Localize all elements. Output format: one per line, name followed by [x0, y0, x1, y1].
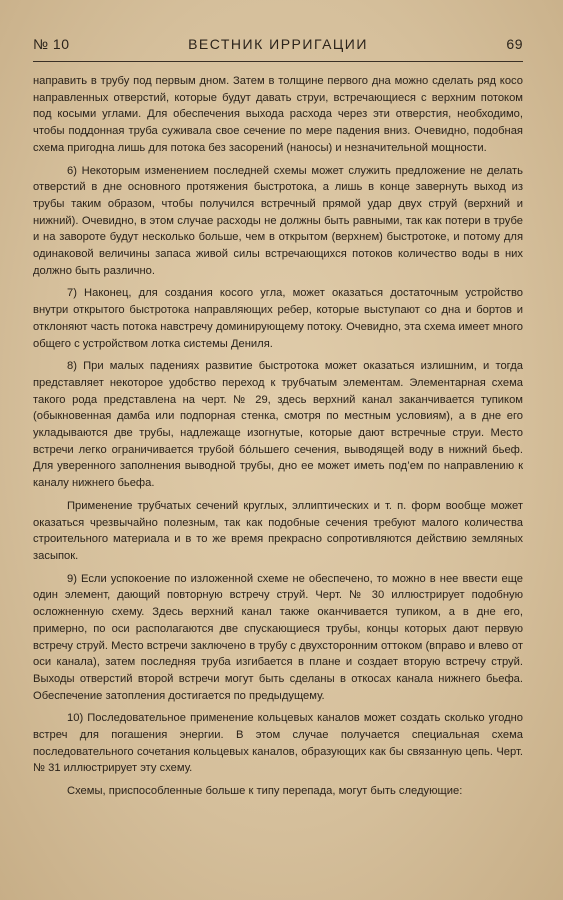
paragraph-item-6: 6) Некоторым изменением последней схемы может служить предложение не делать отверстий в дне основного протяжения быстротока, а лишь в конце завернуть выход из трубы таким образом, чтобы получился встречный прямой удар двух струй (верхний и нижний). Очевидно, в этом случае расходы не должны быть равными, так как потери в трубе и на завороте будут несколько больше, чем в открытом (верхнем) быстротоке, и потому для одинаковой величины запаса живой силы встречающихся потоков количество воды в них должно быть различно. [33, 164, 523, 277]
paragraph-pipe-sections: Применение трубчатых сечений круглых, эллиптических и т. п. форм вообще может оказаться чрезвычайно полезным, так как подобные сечения требуют малого количества строительного материала и в то же время прекрасно сопротивляются действию земляных засыпок. [33, 499, 523, 562]
page-header [33, 36, 523, 60]
paragraph-continuation: направить в трубу под первым дном. Затем в толщине первого дна можно сделать ряд косо направленных отверстий, которые будут давать струи, встречающиеся с верхним потоком под косыми углами. Для обеспечения выхода расхода через эти отверстия, необходимо, чтобы поддонная труба суживала свое сечение по мере падения вниз. Очевидно, подобная схема пригодна лишь для потока без засорений (наносы) и незначительной мощности. [33, 75, 523, 154]
page-number: 69 [506, 36, 523, 52]
issue-number: № 10 [33, 36, 70, 52]
body-text [33, 73, 523, 806]
paragraph-schemes-intro: Схемы, приспособленные больше к типу перепада, могут быть следующие: [67, 785, 463, 798]
paragraph-item-9: 9) Если успокоение по изложенной схеме не обеспечено, то можно в нее ввести еще один элемент, дающий повторную встречу струй. Черт. № 30 иллюстрирует подобную осложненную схему. Здесь верхний канал также оканчивается тупиком, а в дне его, примерно, по оси располагаются две спускающиеся трубы, концы которых дают первую встречу струй. Место встречи заключено в трубу с двухсторонним оттоком (вправо и влево от оси канала), затем последняя труба изгибается в плане и создает вторую встречу струй. Выходы отверстий второй встречи могут быть сделаны в откосах канала нижнего бьефа. Обеспечение затопления достигается по предыдущему. [33, 572, 523, 702]
header-rule [33, 61, 523, 62]
journal-title: ВЕСТНИК ИРРИГАЦИИ [188, 36, 368, 52]
paragraph-item-10: 10) Последовательное применение кольцевых каналов может создать сколько угодно встреч для погашения энергии. В этом случае получается специальная схема последовательного сочетания кольцевых каналов, образующих как бы связанную цепь. Черт. № 31 иллюстрирует эту схему. [33, 712, 523, 775]
paragraph-item-8: 8) При малых падениях развитие быстротока может оказаться излишним, и тогда представляет некоторое удобство переход к трубчатым элементам. Элементарная схема такого рода представлена на черт. № 29, здесь верхний канал заканчивается тупиком (обыкновенная дамба или подпорная стенка, смотря по местным условиям), а в дне его укладываются две трубы, надлежаще изогнутые, которые дают встречные струи. Место встречи легко ограничивается трубой бо́льшего сечения, выводящей воду в нижний бьеф. Для уверенного заполнения выводной трубы, дно ее может иметь под’ем по направлению к каналу нижнего бьефа. [33, 360, 523, 490]
paragraph-item-7: 7) Наконец, для создания косого угла, может оказаться достаточным устройство внутри открытого быстротока направляющих ребер, которые выступают со дна и бортов и отклоняют часть потока навстречу доминирующему потоку. Очевидно, эта схема имеет много общего с устройством лотка системы Дениля. [33, 287, 523, 350]
